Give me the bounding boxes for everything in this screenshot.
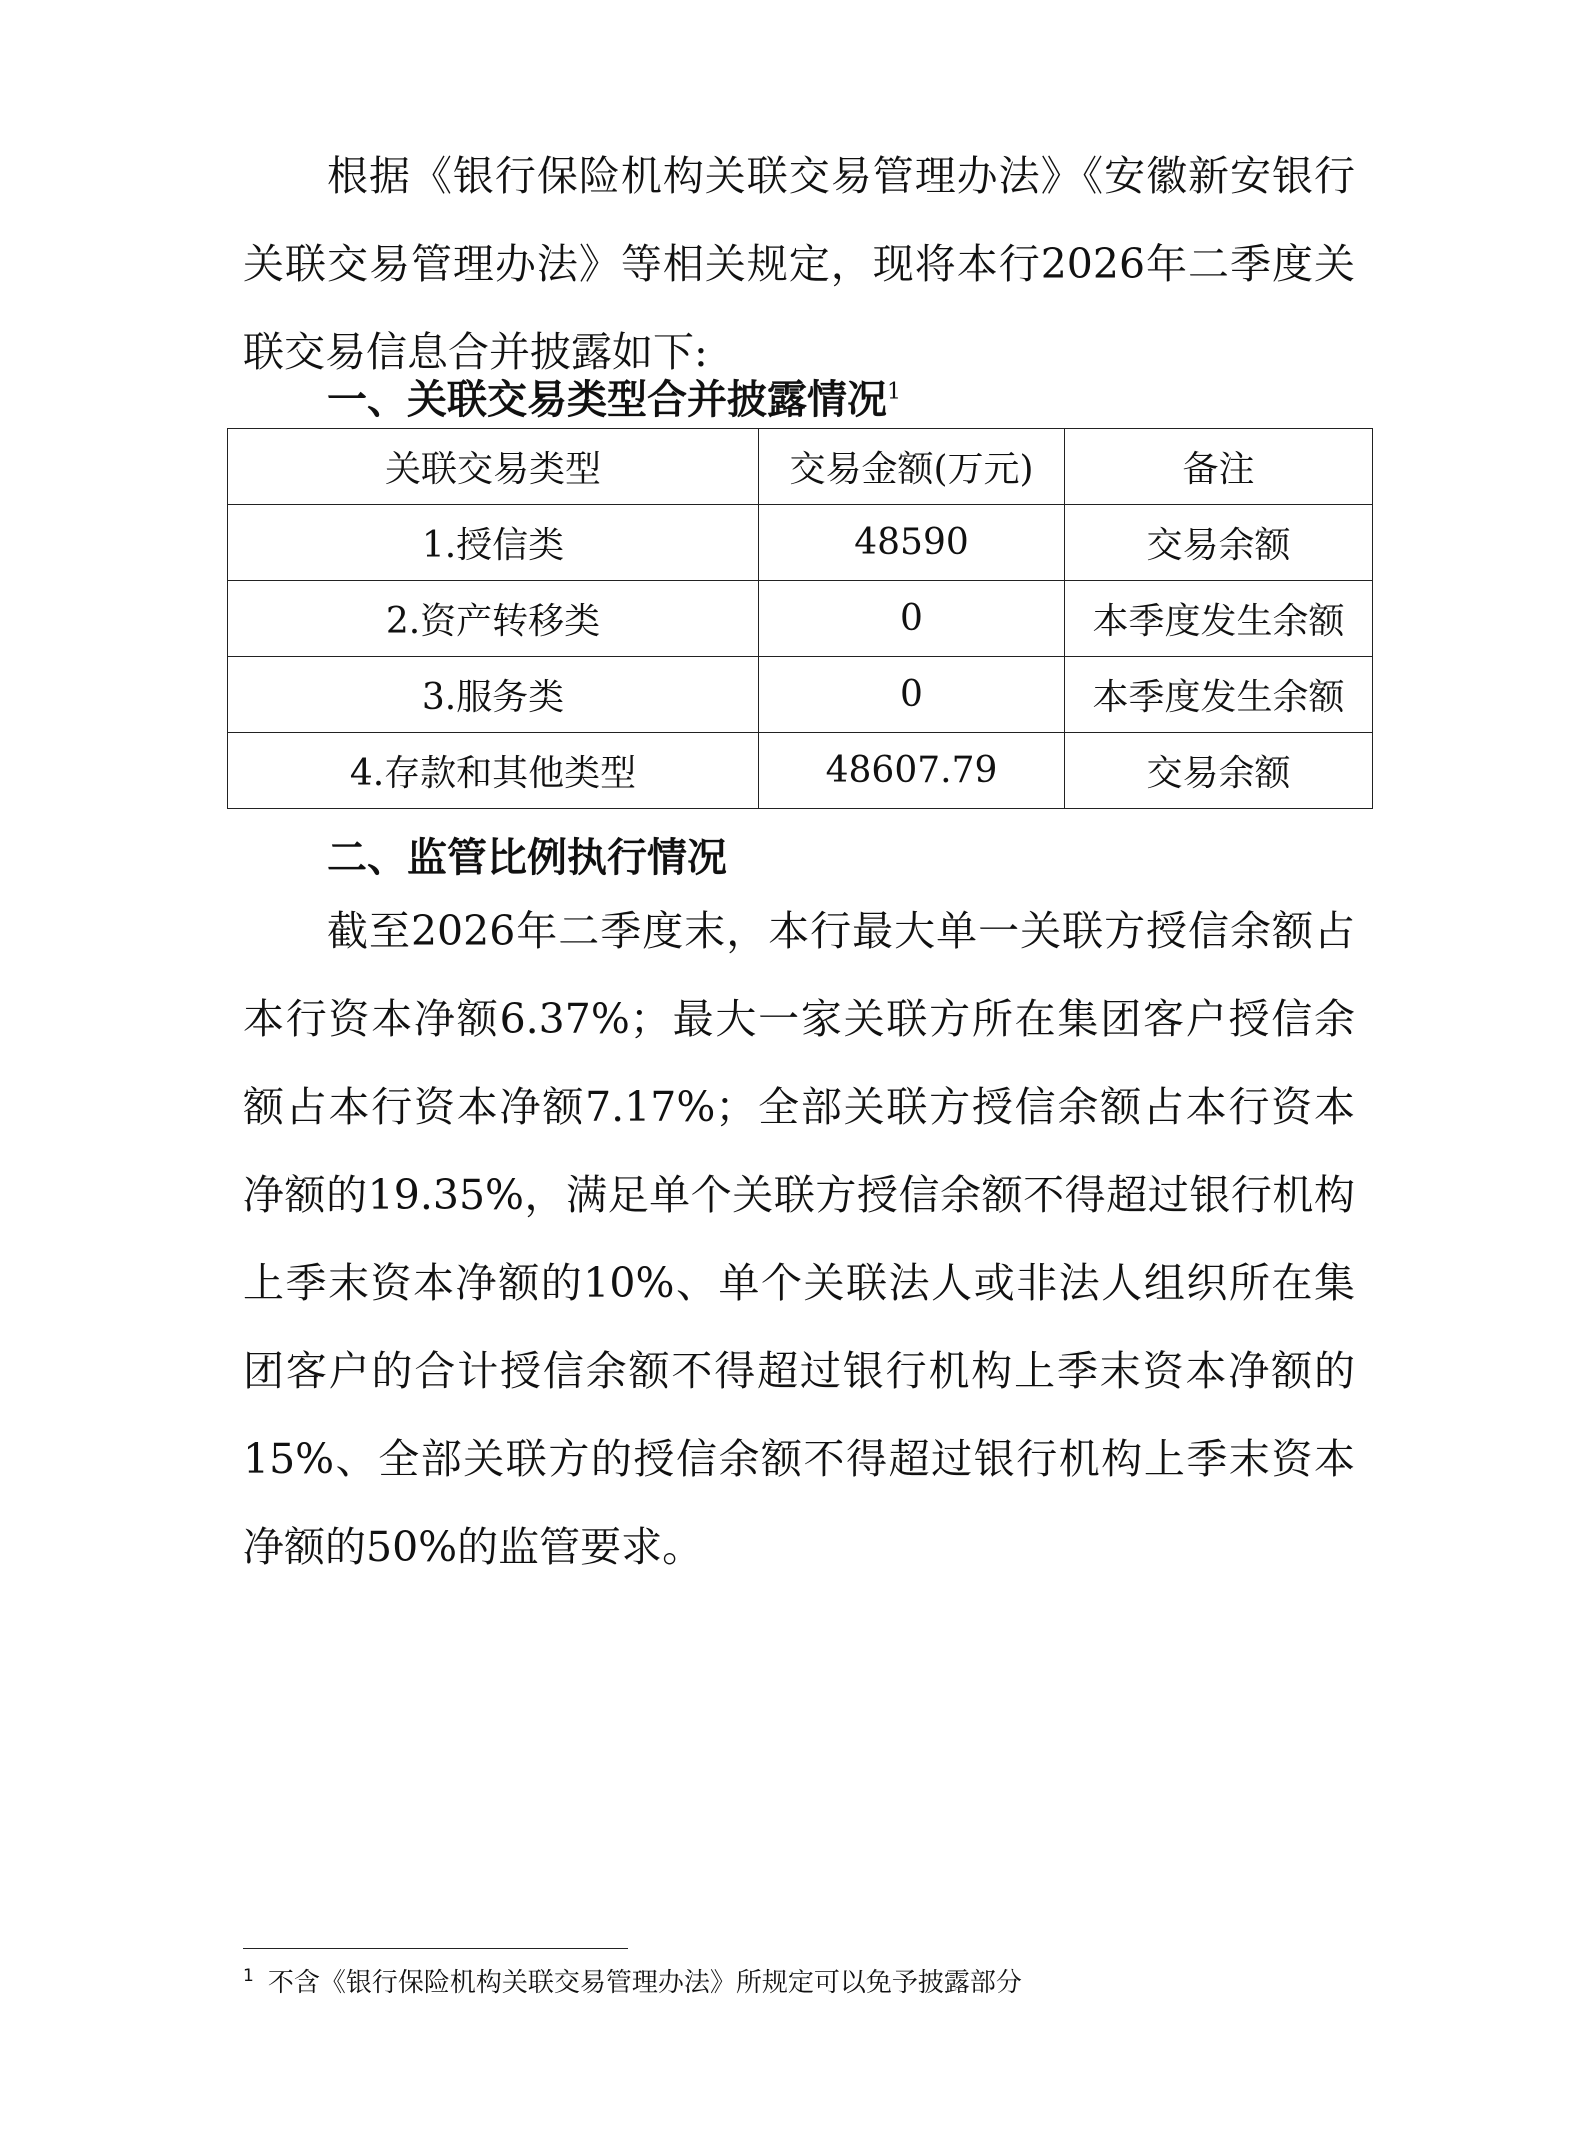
cell-note: 本季度发生余额 [1065,581,1373,657]
cell-note: 本季度发生余额 [1065,657,1373,733]
section-2-paragraph: 截至2026年二季度末，本行最大单一关联方授信余额占本行资本净额6.37%；最大一家关联方所在集团客户授信余额占本行资本净额7.17%；全部关联方授信余额占本行资本净额的19.35%，满足单个关联方授信余额不得超过银行机构上季末资本净额的10%、单个关联法人或非法人组织所在集团客户的合计授信余额不得超过银行机构上季末资本净额的15%、全部关联方的授信余额不得超过银行机构上季末资本净额的50%的监管要求。 [243,907,1355,1571]
section-1-title: 一、关联交易类型合并披露情况 [327,377,887,423]
cell-amount: 0 [759,581,1065,657]
footnote-text: 不含《银行保险机构关联交易管理办法》所规定可以免予披露部分 [267,1968,1022,1998]
footnote [243,1963,1022,2003]
footnote-reference: 1 [887,379,901,405]
table-row [228,657,1373,733]
section-2-heading: 二、监管比例执行情况 [327,835,727,881]
cell-type: 4.存款和其他类型 [228,733,759,809]
header-type: 关联交易类型 [228,429,759,505]
cell-note: 交易余额 [1065,505,1373,581]
footnote-divider [243,1948,628,1949]
cell-amount: 48607.79 [759,733,1065,809]
cell-amount: 48590 [759,505,1065,581]
footnote-mark: 1 [243,1966,254,1987]
cell-amount: 0 [759,657,1065,733]
intro-paragraph: 根据《银行保险机构关联交易管理办法》《安徽新安银行关联交易管理办法》等相关规定，现将本行2026年二季度关联交易信息合并披露如下: [243,152,1355,376]
cell-type: 2.资产转移类 [228,581,759,657]
header-amount: 交易金额(万元) [759,429,1065,505]
cell-type: 3.服务类 [228,657,759,733]
related-transaction-table [227,428,1373,809]
table-header-row [228,429,1373,505]
table-row [228,505,1373,581]
header-note: 备注 [1065,429,1373,505]
cell-type: 1.授信类 [228,505,759,581]
table-row [228,581,1373,657]
table-row [228,733,1373,809]
cell-note: 交易余额 [1065,733,1373,809]
section-1-heading [327,370,901,430]
